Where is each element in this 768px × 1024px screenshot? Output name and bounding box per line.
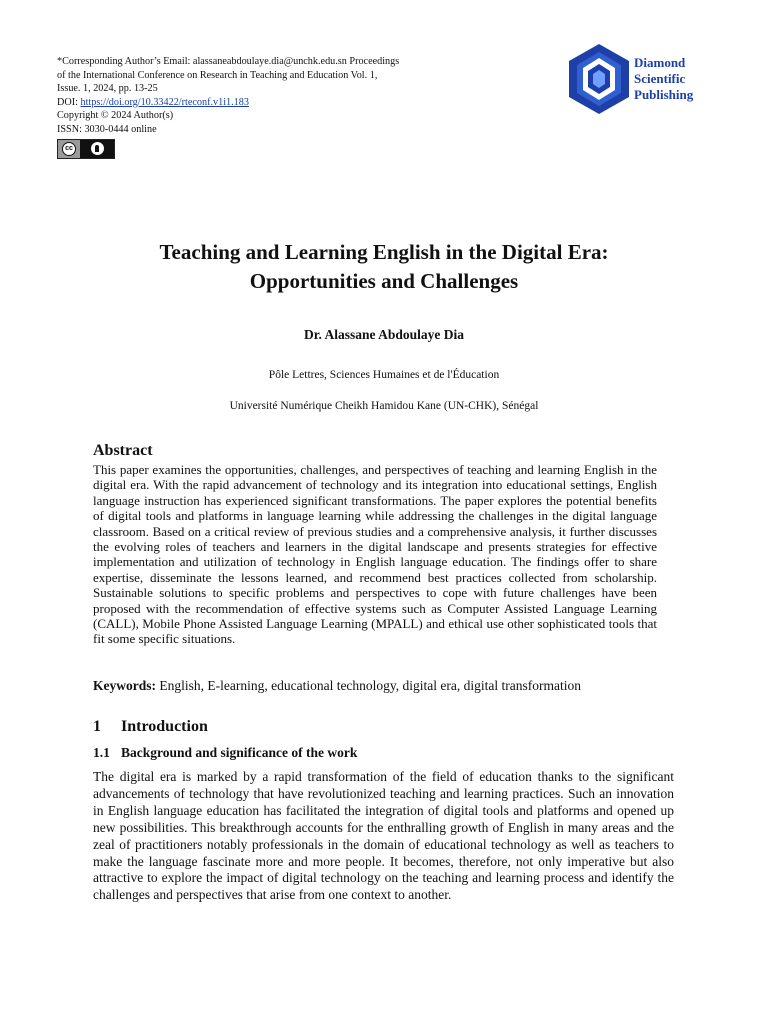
publisher-name-line3: Publishing: [634, 87, 694, 102]
paper-title: [60, 238, 708, 296]
keywords-text: English, E-learning, educational technology, digital era, digital transformation: [156, 678, 581, 693]
proceedings-line: of the International Conference on Research in Teaching and Education Vol. 1,: [57, 69, 378, 81]
introduction-paragraph: The digital era is marked by a rapid transformation of the field of education thanks to the significant advancements of technology that have revolutionized teaching and learning practices. Such an innovation in English language education has facilitated the integration of digital tools and platforms and opened up new possibilities. This breakthrough accounts for the enthralling growth of English in many areas and the zeal of practitioners notably professionals in the domain of educational technology as well as teachers to make the language fascinate more and more people. It becomes, therefore, not only imperative but also attractive to explore the impact of digital technology on the teaching and learning process and identify the challenges and perspectives that arise from one context to another.: [93, 769, 674, 903]
title-line2: Opportunities and Challenges: [249, 269, 519, 293]
abstract-text: This paper examines the opportunities, challenges, and perspectives of teaching and learning English in the digital era. With the rapid advancement of technology and its integration into educational settings, English language instruction has experienced significant transformations. The paper explores the potential benefits of digital tools and platforms in language learning while addressing the challenges in the digital language classroom. Based on a critical review of previous studies and a comprehensive analysis, it further discusses the evolving roles of teachers and learners in the digital landscape and presents strategies for effective implementation and utilization of technology in English language education. The findings offer to share expertise, disseminate the lessons learned, and recommend best practices collected from scholarship. Sustainable solutions to specific problems and perspectives to cope with future challenges have been proposed with the recommendation of effective systems such as Computer Assisted Language Learning (CALL), Mobile Phone Assisted Language Learning (MPALL) and ethical use other sophisticated tools that fit some specific situations.: [93, 462, 657, 647]
section-heading-introduction: [93, 718, 208, 736]
publication-info: [57, 55, 457, 159]
issn-line: ISSN: 3030-0444 online: [57, 123, 157, 135]
doi-label: DOI:: [57, 96, 81, 108]
issue-line: Issue. 1, 2024, pp. 13-25: [57, 83, 158, 95]
title-line1: Teaching and Learning English in the Digital Era:: [159, 240, 609, 264]
publisher-name-line2: Scientific: [634, 71, 686, 86]
subsection-number: 1.1: [93, 745, 110, 760]
doi-link[interactable]: https://doi.org/10.33422/rteconf.v1i1.183: [80, 96, 249, 108]
corresponding-author-line: *Corresponding Author’s Email: alassaneabdoulaye.dia@unchk.edu.sn Proceedings: [57, 56, 400, 67]
affiliation-university: Université Numérique Cheikh Hamidou Kane (UN-CHK), Sénégal: [229, 400, 539, 412]
diamond-hexagon-logo: [566, 42, 632, 116]
author-name: Dr. Alassane Abdoulaye Dia: [303, 327, 465, 342]
keywords-label: Keywords:: [93, 678, 156, 693]
subsection-title: Background and significance of the work: [121, 745, 358, 760]
section-title: Introduction: [121, 718, 208, 735]
section-number: 1: [93, 718, 101, 735]
keywords: [93, 678, 673, 694]
abstract-heading: Abstract: [93, 442, 153, 459]
publisher-logo: [566, 42, 726, 116]
copyright-line: Copyright © 2024 Author(s): [57, 110, 174, 122]
affiliation-department: Pôle Lettres, Sciences Humaines et de l'Éducation: [268, 369, 500, 381]
cc-by-icon[interactable]: cc: [57, 139, 115, 159]
publisher-name: [634, 55, 693, 103]
subsection-heading-background: [93, 745, 357, 761]
publisher-name-line1: Diamond: [634, 55, 686, 70]
doi-line: [57, 96, 457, 110]
